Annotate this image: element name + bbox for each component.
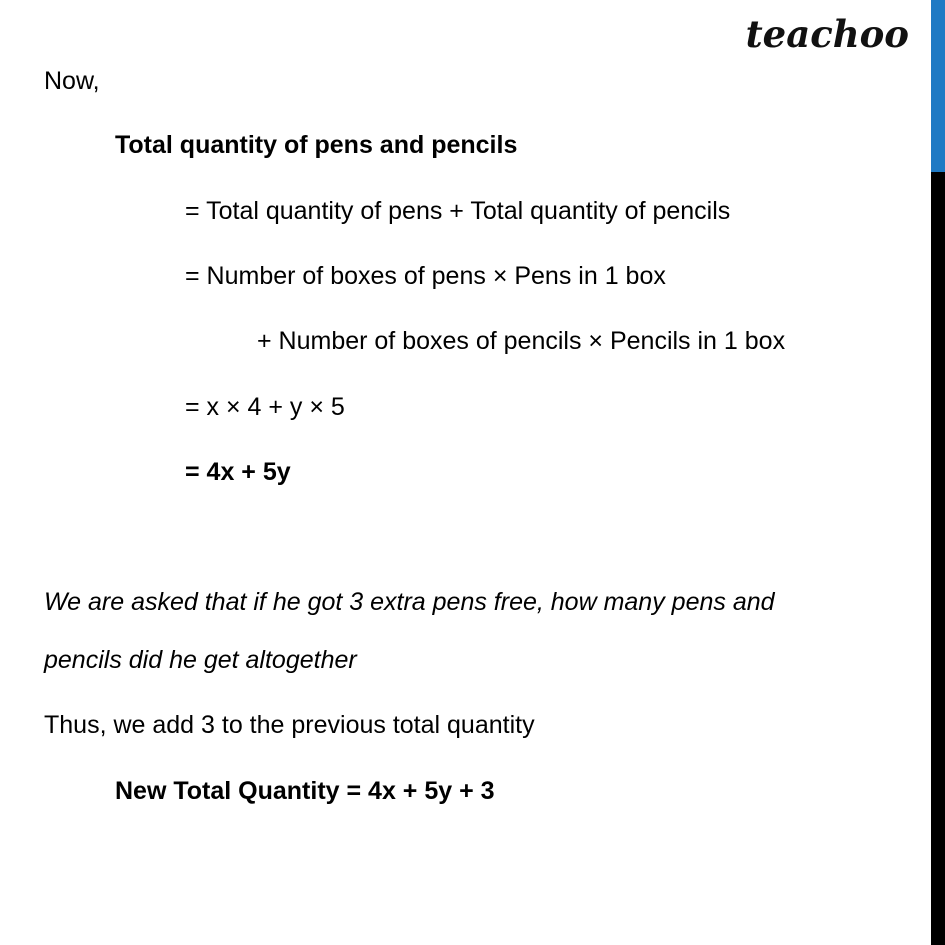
question-line-2: pencils did he get altogether <box>44 646 357 674</box>
equation-step-1: = Total quantity of pens + Total quantity of pencils <box>185 197 731 225</box>
explanation-text: Thus, we add 3 to the previous total quantity <box>44 711 535 739</box>
equation-step-2b: + Number of boxes of pencils × Pencils in 1 box <box>257 327 786 355</box>
equation-step-2a: = Number of boxes of pens × Pens in 1 box <box>185 262 666 290</box>
equation-result: = 4x + 5y <box>185 458 291 486</box>
sidebar-accent-bar <box>931 0 945 172</box>
intro-text: Now, <box>44 67 100 95</box>
question-line-1: We are asked that if he got 3 extra pens free, how many pens and <box>44 588 775 616</box>
equation-step-3: = x × 4 + y × 5 <box>185 393 345 421</box>
final-answer: New Total Quantity = 4x + 5y + 3 <box>115 777 495 805</box>
section-heading: Total quantity of pens and pencils <box>115 131 518 159</box>
right-sidebar <box>931 0 945 945</box>
teachoo-logo: teachoo <box>745 12 909 56</box>
